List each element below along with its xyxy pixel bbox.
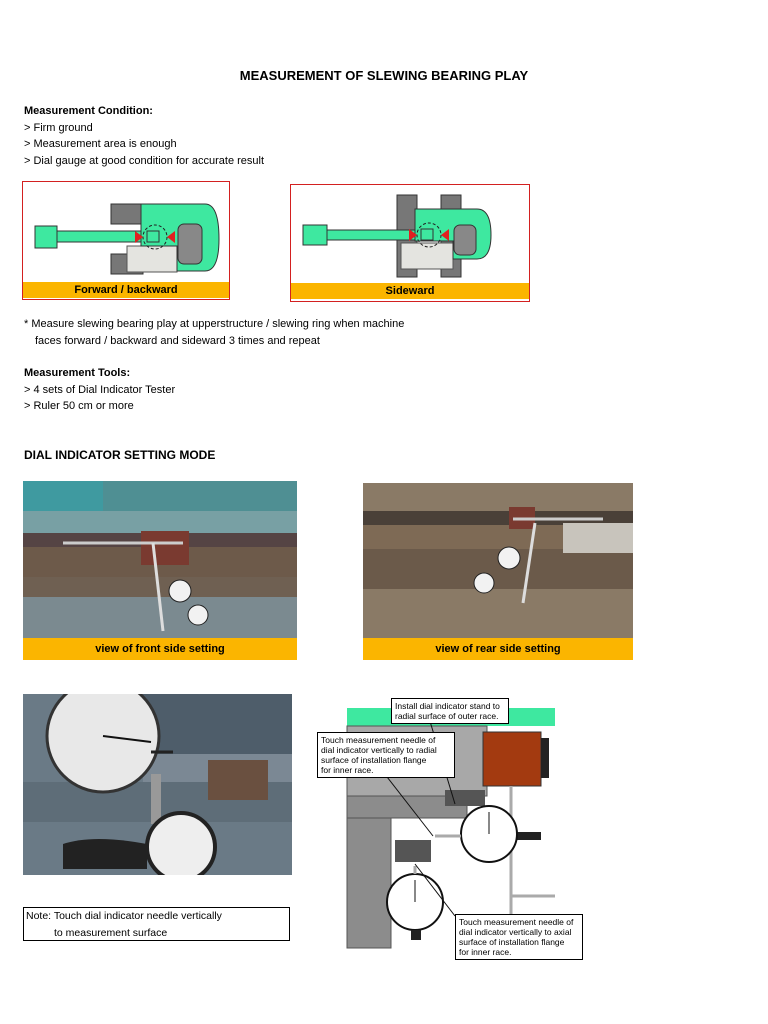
callout-line: for inner race.: [459, 947, 512, 957]
callout-line: radial surface of outer race.: [395, 711, 499, 721]
forward-diagram: [22, 181, 230, 300]
instruction-line: * Measure slewing bearing play at upperstructure / slewing ring when machine: [24, 318, 405, 330]
front-caption: view of front side setting: [23, 638, 297, 660]
tools-heading: Measurement Tools:: [24, 367, 131, 379]
setting-heading: DIAL INDICATOR SETTING MODE: [24, 448, 216, 462]
tools-item: > 4 sets of Dial Indicator Tester: [24, 383, 176, 396]
callout-line: Install dial indicator stand to: [395, 701, 500, 711]
condition-item: > Dial gauge at good condition for accurate result: [24, 154, 265, 167]
condition-item: > Firm ground: [24, 121, 93, 134]
callout-line: surface of installation flange: [321, 755, 427, 765]
callout-axial-surface: [455, 914, 583, 960]
front-side-photo: [23, 481, 297, 638]
callout-line: Touch measurement needle of: [321, 735, 436, 745]
condition-section: [24, 103, 424, 169]
tools-item: > Ruler 50 cm or more: [24, 400, 134, 412]
rear-caption: view of rear side setting: [363, 638, 633, 660]
callout-radial-surface: [317, 732, 455, 778]
forward-machine-drawing: [23, 182, 229, 282]
callout-line: Touch measurement needle of: [459, 917, 574, 927]
tools-section: [24, 365, 424, 415]
sideward-diagram: [290, 184, 530, 302]
sideward-machine-drawing: [291, 185, 529, 283]
condition-item: > Measurement area is enough: [24, 138, 177, 150]
callout-line: dial indicator vertically to axial: [459, 927, 572, 937]
callout-line: dial indicator vertically to radial: [321, 745, 437, 755]
callout-install-stand: [391, 698, 509, 724]
callout-line: surface of installation flange: [459, 937, 565, 947]
closeup-photo: [23, 694, 292, 875]
note-box: [23, 907, 290, 941]
note-line: to measurement surface: [54, 927, 168, 939]
condition-heading: Measurement Condition:: [24, 105, 153, 117]
rear-side-photo: [363, 483, 633, 638]
note-line: Note: Touch dial indicator needle vertically: [26, 910, 222, 922]
instruction: [24, 316, 524, 349]
forward-caption: Forward / backward: [23, 282, 229, 298]
callout-line: for inner race.: [321, 765, 374, 775]
page-title: MEASUREMENT OF SLEWING BEARING PLAY: [239, 68, 529, 83]
sideward-caption: Sideward: [291, 283, 529, 299]
setting-diagram: [305, 694, 587, 958]
instruction-line: faces forward / backward and sideward 3 times and repeat: [35, 334, 320, 347]
